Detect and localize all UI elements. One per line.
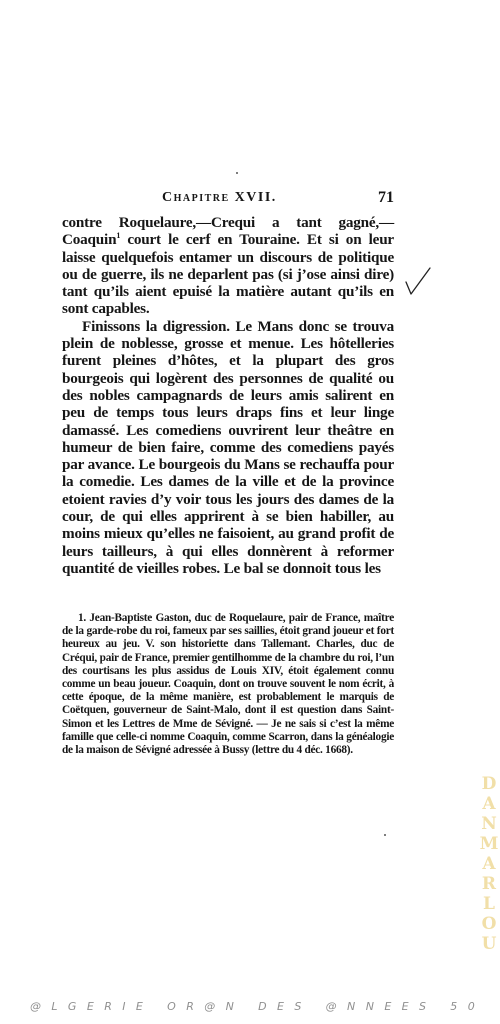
paragraph-text: court le cerf en Touraine. Et si on leur laisse quelquefois entamer un discours de politique ou de guerre, ils ne deparlent pas (si j’ose ainsi dire) tant qu’ils aient epuisé la matière autant qu’ils en sont capables. [62,231,394,318]
running-head [62,190,394,212]
footnote-reference[interactable]: 1 [116,231,121,241]
paragraph: Finissons la digression. Le Mans donc se trouva plein de noblesse, grosse et menue. Les hôtelleries furent pleines d’hôtes, et la plupart des gros bourgeois qui logèrent des personnes de qualité ou des nobles campagnards de leurs amis salirent en peu de temps tous leurs draps fins et leur linge damassé. Les comediens ouvrirent leur theâtre en humeur de bien faire, comme des comediens payés par avance. Le bourgeois du Mans se rechauffa pour la comedie. Les dames de la ville et de la province etoient ravies d’y voir tous les jours des dames de la cour, de qui elles apprirent à se bien habiller, au moins mieux qu’elles ne faisoient, au grand profit de leurs tailleurs, à qui elles donnèrent à reformer quantité de vieilles robes. Le bal se donnoit tous les [62,317,394,577]
body-text [62,214,394,577]
watermark: DANMARLOU [479,774,499,954]
paragraph [62,214,394,318]
paragraph-text: contre Roquelaure,—Crequi a tant gagné,—Coaquin [62,214,394,249]
footer-caption: @LGERIE OR@N DES @NNEES 50 [30,1000,486,1013]
checkmark-icon [404,266,432,300]
print-speck [236,172,238,174]
footnote: 1. Jean-Baptiste Gaston, duc de Roquelaure, pair de France, maître de la garde-robe du roi, fameux par ses saillies, étoit grand joueur et fort heureux au jeu. V. son historiette dans Tallemant. Charles, duc de Créqui, pair de France, premier gentilhomme de la chambre du roi, l’un des courtisans les plus assidus de Louis XIV, étoit également connu comme un beau joueur. Coaquin, dont on trouve souvent le nom écrit, à cette époque, de la même manière, est probablement le marquis de Coëtquen, gouverneur de Saint-Malo, dont il est question dans Saint-Simon et les Lettres de Mme de Sévigné. — Je ne sais si c’est la même famille que celle-ci nomme Coaquin, comme Scarron, dans la généalogie de la maison de Sévigné adressée à Bussy (lettre du 4 déc. 1668). [62,612,394,757]
footnotes [62,612,394,757]
page-number: 71 [378,189,394,206]
chapter-title: Chapitre XVII. [162,190,277,205]
print-speck [384,834,386,836]
